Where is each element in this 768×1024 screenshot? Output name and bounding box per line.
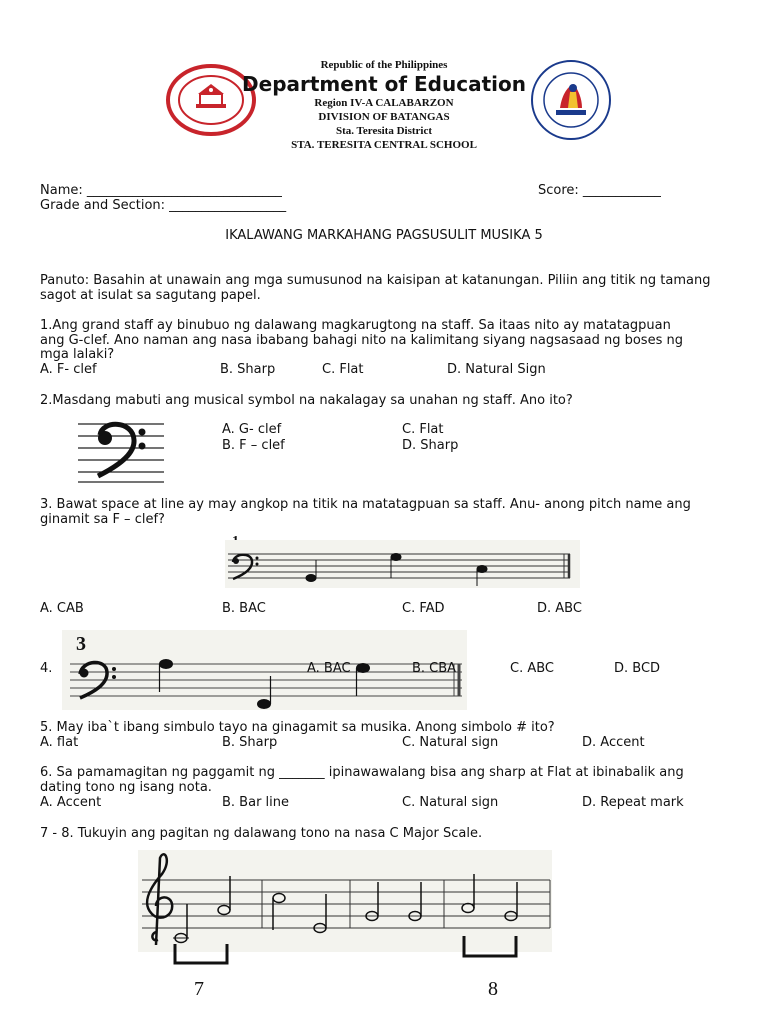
q3-choice-c[interactable]: C. FAD xyxy=(402,601,445,616)
q6-choice-d[interactable]: D. Repeat mark xyxy=(582,795,684,810)
score-field[interactable]: Score: ____________ xyxy=(538,183,661,198)
q5-choice-a[interactable]: A. flat xyxy=(40,735,79,750)
q5-text: 5. May iba`t ibang simbulo tayo na ginagamit sa musika. Anong simbolo # ito? xyxy=(40,720,555,735)
q3-choice-a[interactable]: A. CAB xyxy=(40,601,84,616)
q1-line3: mga lalaki? xyxy=(40,347,115,362)
q2-choice-c[interactable]: C. Flat xyxy=(402,422,444,437)
q6-choice-a[interactable]: A. Accent xyxy=(40,795,102,810)
q3-choice-b[interactable]: B. BAC xyxy=(222,601,266,616)
division-line: DIVISION OF BATANGAS xyxy=(318,111,450,123)
q4-choice-c[interactable]: C. ABC xyxy=(510,661,555,676)
q4-choice-a[interactable]: A. BAC xyxy=(307,661,351,676)
q1-choice-d[interactable]: D. Natural Sign xyxy=(447,362,546,377)
q4-staff-image xyxy=(62,630,467,710)
q3-staff-image xyxy=(225,540,580,588)
q4-choice-b[interactable]: B. CBA xyxy=(412,661,457,676)
q4-measure-number: 3 xyxy=(76,633,86,655)
q4-choice-d[interactable]: D. BCD xyxy=(614,661,661,676)
q2-choice-d[interactable]: D. Sharp xyxy=(402,438,459,453)
grade-section-field[interactable]: Grade and Section: __________________ xyxy=(40,198,287,213)
q3-line1: 3. Bawat space at line ay may angkop na titik na matatagpuan sa staff. Anu- anong pitch name ang xyxy=(40,497,691,512)
q6-choice-c[interactable]: C. Natural sign xyxy=(402,795,499,810)
department-title: Department of Education xyxy=(242,72,526,96)
q1-choice-b[interactable]: B. Sharp xyxy=(220,362,276,377)
q1-choice-c[interactable]: C. Flat xyxy=(322,362,364,377)
q4-number: 4. xyxy=(40,661,53,676)
q3-line2: ginamit sa F – clef? xyxy=(40,512,165,527)
bass-clef-icon xyxy=(98,424,146,476)
q3-choice-d[interactable]: D. ABC xyxy=(537,601,582,616)
q78-treble-staff-image xyxy=(138,850,552,968)
q6-line2: dating tono ng isang nota. xyxy=(40,780,212,795)
q2-choice-a[interactable]: A. G- clef xyxy=(222,422,282,437)
school-name: STA. TERESITA CENTRAL SCHOOL xyxy=(291,139,477,151)
republic-line: Republic of the Philippines xyxy=(320,59,448,71)
q2-choice-b[interactable]: B. F – clef xyxy=(222,438,285,453)
q5-choice-b[interactable]: B. Sharp xyxy=(222,735,278,750)
region-line: Region IV-A CALABARZON xyxy=(314,97,454,109)
q6-line1: 6. Sa pamamagitan ng paggamit ng _______ ipinawawalang bisa ang sharp at Flat at ibinabalik ang xyxy=(40,765,684,780)
q1-line2: ang G-clef. Ano naman ang nasa ibabang bahagi nito na kalimitang siyang nagsasaad ng boses ng xyxy=(40,333,683,348)
q2-text: 2.Masdang mabuti ang musical symbol na nakalagay sa unahan ng staff. Ano ito? xyxy=(40,393,573,408)
q5-choice-c[interactable]: C. Natural sign xyxy=(402,735,499,750)
q5-choice-d[interactable]: D. Accent xyxy=(582,735,645,750)
q7-label: 7 xyxy=(194,978,204,1000)
q1-line1: 1.Ang grand staff ay binubuo ng dalawang magkarugtong na staff. Sa itaas nito ay matatagpuan xyxy=(40,318,671,333)
q8-label: 8 xyxy=(488,978,498,1000)
q6-choice-b[interactable]: B. Bar line xyxy=(222,795,290,810)
exam-title: IKALAWANG MARKAHANG PAGSUSULIT MUSIKA 5 xyxy=(225,228,543,243)
directions: Panuto: Basahin at unawain ang mga sumusunod na kaisipan at katanungan. Piliin ang titik ng tamang sagot at isulat sa sagutang papel. xyxy=(40,273,711,303)
name-field[interactable]: Name: ______________________________ xyxy=(40,183,282,198)
q78-text: 7 - 8. Tukuyin ang pagitan ng dalawang tono na nasa C Major Scale. xyxy=(40,826,483,841)
district-line: Sta. Teresita District xyxy=(335,125,433,137)
q1-choice-a[interactable]: A. F- clef xyxy=(40,362,97,377)
bass-clef-staff-image xyxy=(78,418,164,484)
